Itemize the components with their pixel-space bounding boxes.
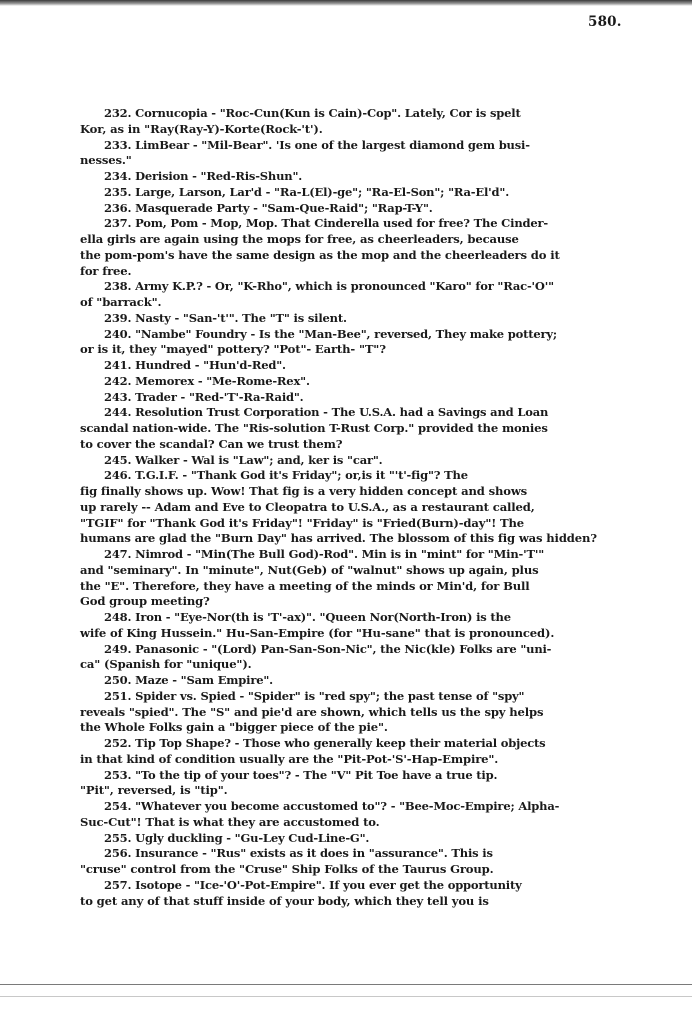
entry-paragraph — [80, 374, 648, 390]
text-line: the pom-pom's have the same design as the mop and the cheerleaders do it — [80, 247, 560, 262]
scan-bottom-rule-faint — [0, 996, 692, 997]
entry-paragraph — [80, 279, 648, 311]
text-line: 232. Cornucopia - "Roc-Cun(Kun is Cain)-Cop". Lately, Cor is spelt — [104, 106, 521, 120]
text-line: 236. Masquerade Party - "Sam-Que-Raid"; "Rap-T-Y". — [104, 200, 433, 215]
text-line: of "barrack". — [80, 295, 162, 309]
entry-paragraph — [80, 736, 648, 768]
text-line: "cruse" control from the "Cruse" Ship Folks of the Taurus Group. — [80, 862, 494, 876]
document-body — [80, 106, 648, 909]
entry-paragraph — [80, 201, 648, 217]
page-number: 580. — [588, 14, 622, 30]
entry-paragraph — [80, 453, 648, 469]
text-line: the "E". Therefore, they have a meeting of the minds or Min'd, for Bull — [80, 578, 530, 593]
text-line: 254. "Whatever you become accustomed to"? - "Bee-Moc-Empire; Alpha- — [104, 799, 560, 813]
text-line: God group meeting? — [80, 594, 210, 609]
text-line: Kor, as in "Ray(Ray-Y)-Korte(Rock-'t'). — [80, 121, 323, 136]
entry-paragraph — [80, 169, 648, 185]
entry-paragraph — [80, 673, 648, 689]
entry-paragraph — [80, 799, 648, 831]
text-line: "Pit", reversed, is "tip". — [80, 783, 228, 798]
entry-paragraph — [80, 327, 648, 359]
text-line: 251. Spider vs. Spied - "Spider" is "red spy"; the past tense of "spy" — [104, 688, 525, 703]
text-line: ca" (Spanish for "unique"). — [80, 657, 252, 672]
text-line: 242. Memorex - "Me-Rome-Rex". — [104, 373, 310, 388]
entry-paragraph — [80, 610, 648, 642]
entry-paragraph — [80, 689, 648, 736]
entry-paragraph — [80, 106, 648, 138]
scan-top-edge — [0, 0, 692, 6]
text-line: "TGIF" for "Thank God it's Friday"! "Friday" is "Fried(Burn)-day"! The — [80, 515, 525, 530]
text-line: 257. Isotope - "Ice-'O'-Pot-Empire". If you ever get the opportunity — [104, 877, 522, 892]
entry-paragraph — [80, 138, 648, 170]
text-line: 241. Hundred - "Hun'd-Red". — [104, 358, 286, 372]
text-line: 244. Resolution Trust Corporation - The U.S.A. had a Savings and Loan — [104, 405, 549, 420]
text-line: 252. Tip Top Shape? - Those who generally keep their material objects — [104, 736, 546, 750]
text-line: ella girls are again using the mops for free, as cheerleaders, because — [80, 232, 519, 246]
entry-paragraph — [80, 311, 648, 327]
text-line: nesses." — [80, 153, 132, 168]
text-line: 247. Nimrod - "Min(The Bull God)-Rod". Min is in "mint" for "Min-'T'" — [104, 547, 545, 561]
entry-paragraph — [80, 216, 648, 279]
text-line: 237. Pom, Pom - Mop, Mop. That Cinderella used for free? The Cinder- — [104, 216, 548, 231]
text-line: humans are glad the "Burn Day" has arrived. The blossom of this fig was hidden? — [80, 531, 597, 546]
entry-paragraph — [80, 468, 648, 547]
text-line: and "seminary". In "minute", Nut(Geb) of "walnut" shows up again, plus — [80, 562, 539, 577]
scan-bottom-rule — [0, 984, 692, 985]
text-line: 240. "Nambe" Foundry - Is the "Man-Bee", reversed, They make pottery; — [104, 326, 557, 341]
text-line: 246. T.G.I.F. - "Thank God it's Friday"; or,is it "'t'-fig"? The — [104, 468, 468, 483]
text-line: 239. Nasty - "San-'t'". The "T" is silent. — [104, 310, 347, 325]
text-line: 238. Army K.P.? - Or, "K-Rho", which is pronounced "Karo" for "Rac-'O'" — [104, 279, 554, 294]
entry-paragraph — [80, 547, 648, 610]
text-line: for free. — [80, 263, 132, 278]
text-line: 250. Maze - "Sam Empire". — [104, 673, 274, 687]
text-line: 234. Derision - "Red-Ris-Shun". — [104, 169, 303, 183]
text-line: 256. Insurance - "Rus" exists as it does in "assurance". This is — [104, 846, 493, 861]
text-line: 245. Walker - Wal is "Law"; and, ker is "car". — [104, 452, 383, 467]
entry-paragraph — [80, 831, 648, 847]
text-line: wife of King Hussein." Hu-San-Empire (for "Hu-sane" that is pronounced). — [80, 625, 555, 640]
text-line: 255. Ugly duckling - "Gu-Ley Cud-Line-G". — [104, 830, 370, 845]
text-line: reveals "spied". The "S" and pie'd are shown, which tells us the spy helps — [80, 704, 544, 719]
text-line: fig finally shows up. Wow! That fig is a very hidden concept and shows — [80, 484, 528, 498]
text-line: 248. Iron - "Eye-Nor(th is 'T'-ax)". "Queen Nor(North-Iron) is the — [104, 610, 511, 624]
entry-paragraph — [80, 878, 648, 910]
text-line: 235. Large, Larson, Lar'd - "Ra-L(El)-ge"; "Ra-El-Son"; "Ra-El'd". — [104, 184, 510, 199]
entry-paragraph — [80, 185, 648, 201]
entry-paragraph — [80, 405, 648, 452]
text-line: the Whole Folks gain a "bigger piece of the pie". — [80, 720, 388, 735]
text-line: 233. LimBear - "Mil-Bear". 'Is one of the largest diamond gem busi- — [104, 137, 530, 152]
entry-paragraph — [80, 768, 648, 800]
text-line: 243. Trader - "Red-'T'-Ra-Raid". — [104, 389, 304, 404]
text-line: or is it, they "mayed" pottery? "Pot"- Earth- "T"? — [80, 342, 386, 357]
text-line: Suc-Cut"! That is what they are accustomed to. — [80, 814, 380, 829]
text-line: to get any of that stuff inside of your body, which they tell you is — [80, 893, 489, 908]
text-line: to cover the scandal? Can we trust them? — [80, 436, 343, 451]
text-line: up rarely -- Adam and Eve to Cleopatra to U.S.A., as a restaurant called, — [80, 499, 535, 514]
entry-paragraph — [80, 846, 648, 878]
text-line: in that kind of condition usually are the "Pit-Pot-'S'-Hap-Empire". — [80, 751, 499, 766]
text-line: 253. "To the tip of your toes"? - The "V" Pit Toe have a true tip. — [104, 767, 498, 782]
entry-paragraph — [80, 358, 648, 374]
text-line: 249. Panasonic - "(Lord) Pan-San-Son-Nic", the Nic(kle) Folks are "uni- — [104, 641, 552, 656]
entry-paragraph — [80, 642, 648, 674]
text-line: scandal nation-wide. The "Ris-solution T-Rust Corp." provided the monies — [80, 421, 548, 435]
entry-paragraph — [80, 390, 648, 406]
